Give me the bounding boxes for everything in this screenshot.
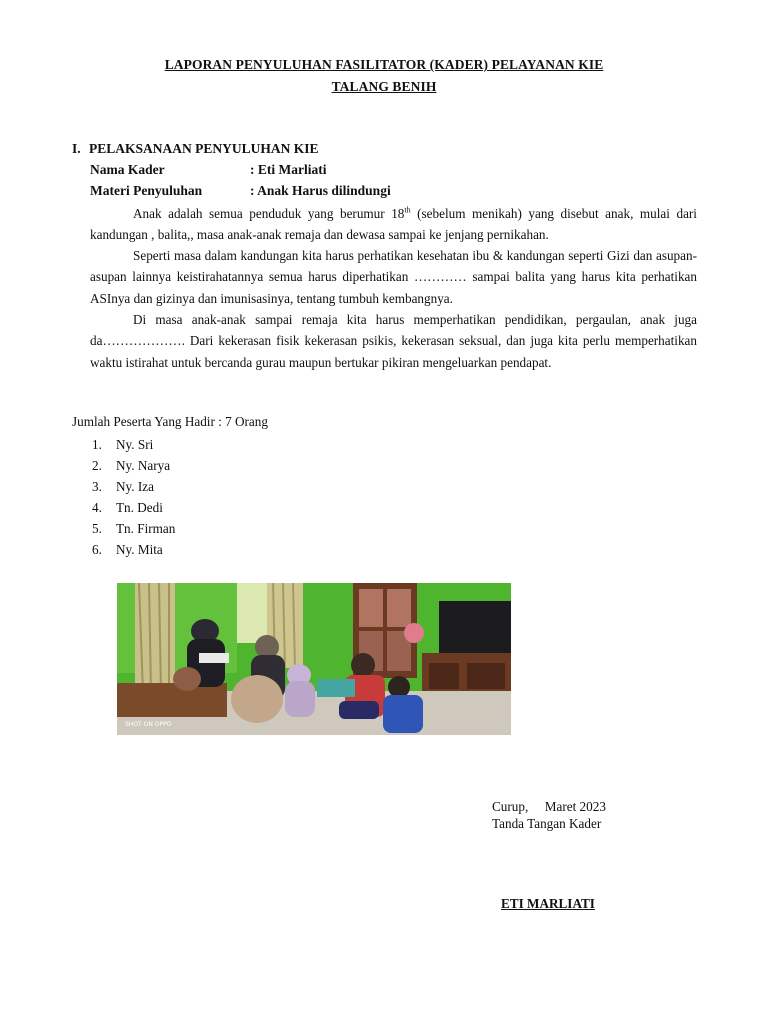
signature-place-date: Curup, Maret 2023 <box>492 799 606 814</box>
list-item <box>92 518 175 539</box>
list-number: 3. <box>92 479 102 495</box>
list-item <box>92 497 175 518</box>
participant-name: Ny. Sri <box>116 437 154 452</box>
signature-name: ETI MARLIATI <box>501 896 595 911</box>
field-materi-penyuluhan <box>90 183 391 199</box>
participant-name: Ny. Iza <box>116 479 154 495</box>
list-number: 1. <box>92 437 102 452</box>
paragraph-1-text-a: Anak adalah semua penduduk yang berumur 18 <box>133 206 405 221</box>
list-item <box>92 455 175 476</box>
counseling-session-photo <box>117 583 511 735</box>
list-number: 6. <box>92 542 102 558</box>
signature-caption: Tanda Tangan Kader <box>492 816 602 831</box>
photo-watermark: SHOT ON OPPO <box>125 721 172 728</box>
field-label: Nama Kader <box>90 162 165 177</box>
participant-name: Tn. Dedi <box>116 500 163 516</box>
participant-list <box>92 434 175 561</box>
list-item <box>92 476 175 497</box>
list-item <box>92 434 175 455</box>
field-nama-kader <box>90 162 326 178</box>
list-number: 5. <box>92 521 102 537</box>
paragraph-1-text-b: (sebelum menikah) yang disebut anak, mulai dari kandungan , balita,, masa anak-anak remaja dan dewasa sampai ke jenjang pernikahan. <box>90 206 697 243</box>
report-subtitle-location: TALANG BENIH <box>331 79 437 94</box>
paragraph-1-superscript: th <box>404 205 411 215</box>
list-item <box>92 539 175 560</box>
list-number: 2. <box>92 458 102 474</box>
field-label: Materi Penyuluhan <box>90 183 203 198</box>
participant-name: Tn. Firman <box>116 521 176 537</box>
section-title: PELAKSANAAN PENYULUHAN KIE <box>89 141 319 156</box>
photo-illustration <box>117 583 511 735</box>
participant-count: Jumlah Peserta Yang Hadir : 7 Orang <box>72 414 268 429</box>
section-heading <box>72 141 319 157</box>
paragraph-1 <box>90 203 697 246</box>
participant-name: Ny. Narya <box>116 458 171 474</box>
section-number: I. <box>72 141 81 156</box>
list-number: 4. <box>92 500 102 516</box>
report-title: LAPORAN PENYULUHAN FASILITATOR (KADER) PELAYANAN KIE <box>164 57 604 72</box>
field-value: : Anak Harus dilindungi <box>250 183 391 198</box>
paragraph-2: Seperti masa dalam kandungan kita harus perhatikan kesehatan ibu & kandungan seperti Gizi dan asupan-asupan lainnya keistirahatannya semua harus diperhatikan ………… sampai balita yang harus kita perhatikan ASInya dan gizinya dan imunisasinya, tentang tumbuh kembangnya. <box>90 248 697 306</box>
participant-name: Ny. Mita <box>116 542 163 558</box>
paragraph-3: Di masa anak-anak sampai remaja kita harus memperhatikan pendidikan, pergaulan, anak juga da………………. Dari kekerasan fisik kekerasan psikis, kekerasan seksual, dan juga kita perlu memperhatikan waktu istirahat untuk bercanda gurau maupun bertukar pikiran mengeluarkan pendapat. <box>90 312 697 370</box>
field-value: : Eti Marliati <box>250 162 327 177</box>
